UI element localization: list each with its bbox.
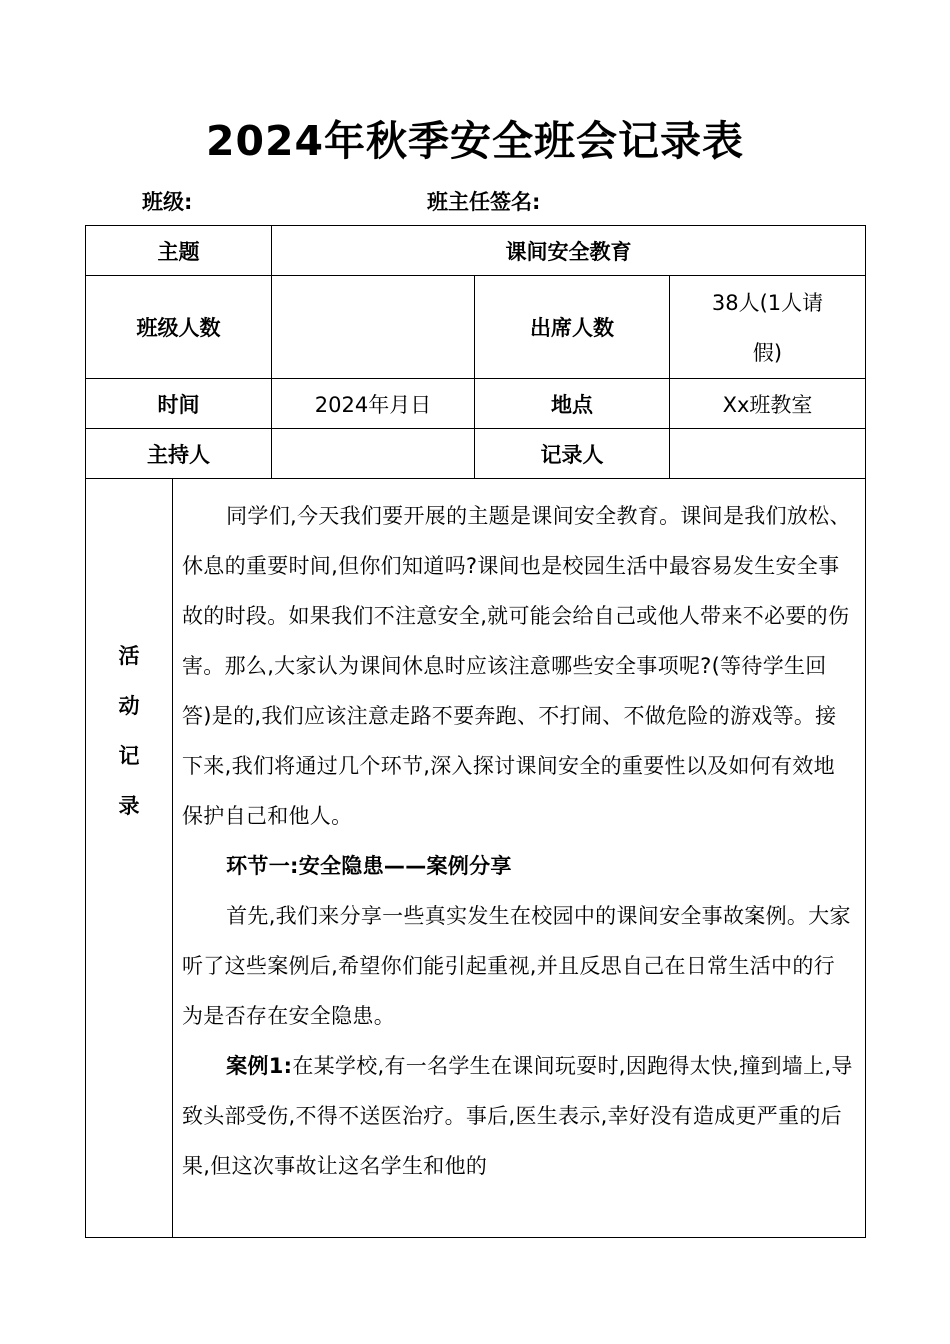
attendance-label: 出席人数 xyxy=(475,276,670,379)
activity-record-label xyxy=(86,479,173,1238)
activity-label-char: 活 xyxy=(118,644,140,668)
activity-label-char: 动 xyxy=(118,694,140,718)
location-label: 地点 xyxy=(475,379,670,429)
activity-row xyxy=(86,479,866,1238)
activity-label-char: 录 xyxy=(118,794,140,818)
time-row xyxy=(86,379,866,429)
attendance-value-line2: 假) xyxy=(752,341,783,365)
time-value: 2024年月日 xyxy=(272,379,475,429)
attendance-value-line1: 38人(1人请 xyxy=(711,291,824,315)
section1-heading: 环节一:安全隐患——案例分享 xyxy=(226,854,512,878)
host-value xyxy=(272,429,475,479)
intro-paragraph: 同学们,今天我们要开展的主题是课间安全教育。课间是我们放松、休息的重要时间,但你们知道吗?课间也是校园生活中最容易发生安全事故的时段。如果我们不注意安全,就可能会给自己或他人带来不必要的伤害。那么,大家认为课间休息时应该注意哪些安全事项呢?(等待学生回答)是的,我们应该注意走路不要奔跑、不打闹、不做危险的游戏等。接下来,我们将通过几个环节,深入探讨课间安全的重要性以及如何有效地保护自己和他人。 xyxy=(182,504,851,828)
topic-row xyxy=(86,226,866,276)
topic-label: 主题 xyxy=(86,226,272,276)
recorder-value xyxy=(670,429,866,479)
teacher-signature-label: 班主任签名: xyxy=(427,190,541,214)
recorder-label: 记录人 xyxy=(475,429,670,479)
host-label: 主持人 xyxy=(86,429,272,479)
class-size-value xyxy=(272,276,475,379)
activity-label-char: 记 xyxy=(118,744,140,768)
time-label: 时间 xyxy=(86,379,272,429)
activity-record-body xyxy=(173,479,866,1238)
headcount-row xyxy=(86,276,866,379)
class-label: 班级: xyxy=(142,190,193,214)
host-row xyxy=(86,429,866,479)
case1-label: 案例1: xyxy=(226,1054,293,1078)
document-title: 2024年秋季安全班会记录表 xyxy=(205,117,745,165)
location-value: Xx班教室 xyxy=(670,379,866,429)
topic-value: 课间安全教育 xyxy=(272,226,866,276)
attendance-value xyxy=(670,276,866,379)
class-size-label: 班级人数 xyxy=(86,276,272,379)
section1-paragraph: 首先,我们来分享一些真实发生在校园中的课间安全事故案例。大家听了这些案例后,希望你们能引起重视,并且反思自己在日常生活中的行为是否存在安全隐患。 xyxy=(182,904,851,1028)
case1-text: 在某学校,有一名学生在课间玩耍时,因跑得太快,撞到墙上,导致头部受伤,不得不送医治疗。事后,医生表示,幸好没有造成更严重的后果,但这次事故让这名学生和他的 xyxy=(182,1054,853,1178)
case1-paragraph xyxy=(182,1041,855,1191)
record-table xyxy=(85,225,866,1238)
